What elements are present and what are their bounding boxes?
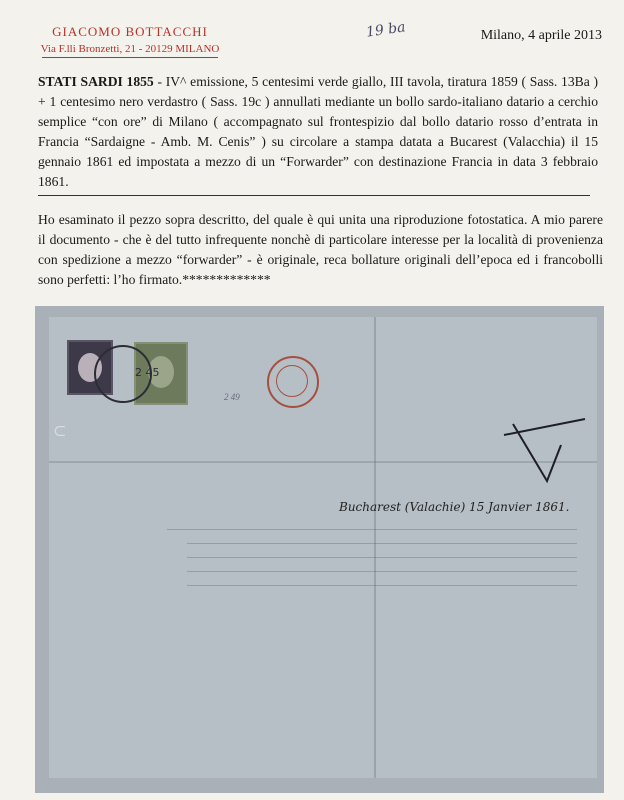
french-entry-postmark [267,356,319,408]
side-annotation: 2 49 [224,392,240,402]
cover-photograph [35,306,604,793]
cover-image [49,317,597,778]
cross-mark-icon [499,417,589,487]
company-name: GIACOMO BOTTACCHI [52,24,208,39]
description-text: - IV^ emissione, 5 centesimi verde giallo, III tavola, tiratura 1859 ( Sass. 13Ba ) + 1 centesimo nero verdastro ( Sass. 19c ) annullati mediante un bollo sardo-italiano datario a cerchio semplice “con ore” di Milano ( accompagnato sul frontespizio dal bollo datario rosso d’entrata in Francia “Sardaigne - Amb. M. Cenis” ) su circolare a stampa datata a Bucarest (Valacchia) il 15 gennaio 1861 ed impostata a mezzo di un “Forwarder” con destinazione Francia in data 3 febbraio 1861. [38,74,599,189]
faint-text-line [187,557,577,558]
section-divider [38,195,590,196]
handwritten-note: 19 ba [365,19,407,41]
item-description [38,72,598,192]
certificate-statement: Ho esaminato il pezzo sopra descritto, del quale è qui unita una riproduzione fotostatica. A mio parere il documento - che è del tutto infrequente nonchè di particolare interesse per la località di provenienza con spedizione a mezzo “forwarder” - è originale, reca bollature originali dell’epoca ed i francobolli sono perfetti: l’ho firmato.************* [38,212,603,287]
description-lead: STATI SARDI 1855 [38,74,154,89]
letterhead [40,24,220,58]
postmark-hour: 2 45 [135,366,160,379]
letterhead-rule [42,57,218,58]
faint-text-line [187,585,577,586]
edge-mark-icon: ⊂ [53,423,67,440]
place-date: Milano, 4 aprile 2013 [480,28,602,43]
faint-text-line [167,529,577,530]
company-address: Via F.lli Bronzetti, 21 - 20129 MILANO [40,43,220,55]
fold-line-vertical [374,317,376,778]
faint-text-line [187,571,577,572]
faint-text-line [187,543,577,544]
letter-heading: Bucharest (Valachie) 15 Janvier 1861. [339,500,570,514]
